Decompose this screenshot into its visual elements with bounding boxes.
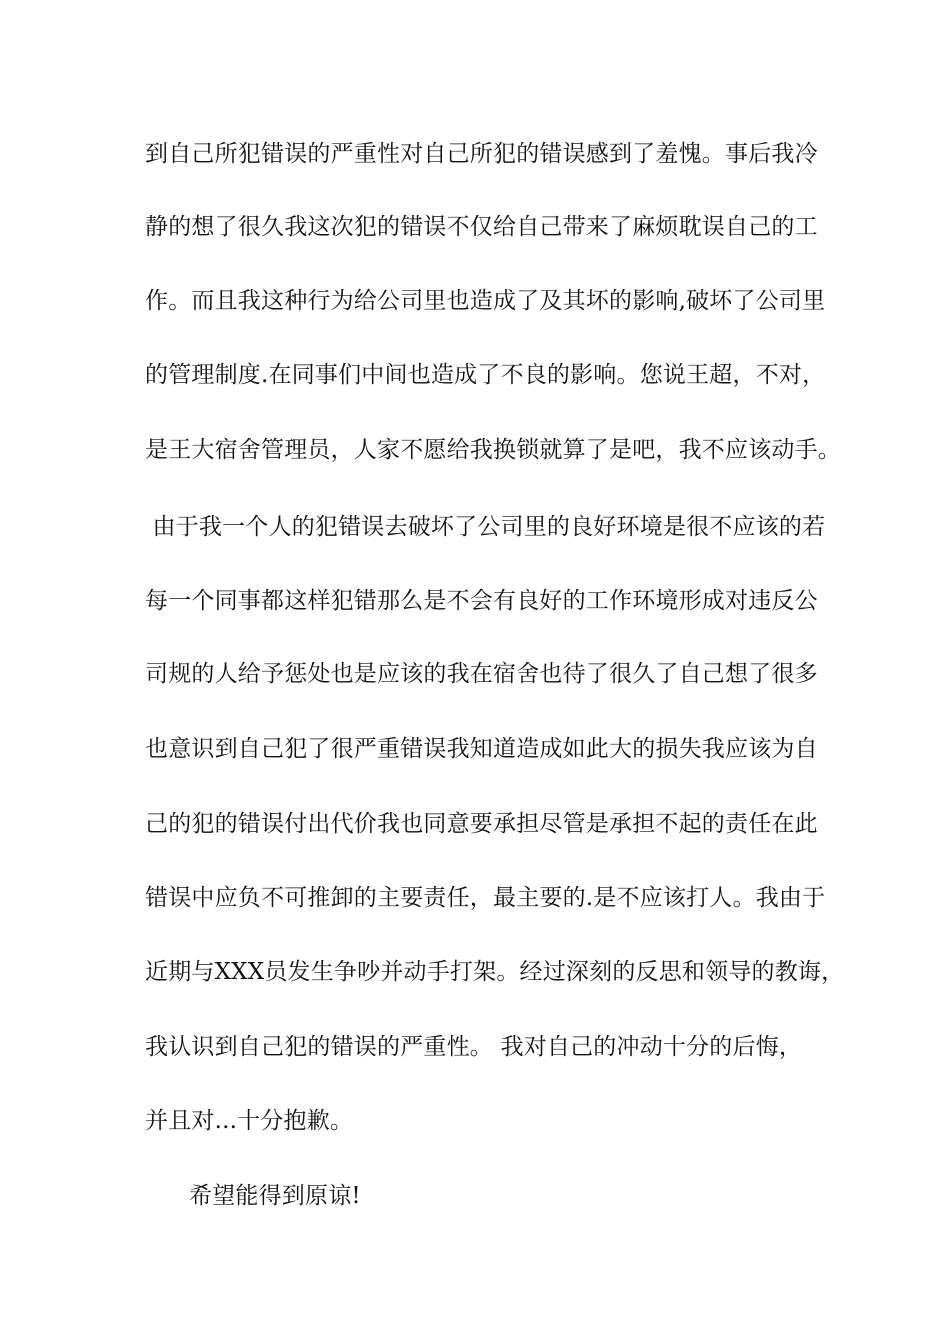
text-line-11: 错误中应负不可推卸的主要责任，最主要的.是不应该打人。我由于 [145, 885, 826, 911]
closing-line: 希望能得到原谅! [189, 1183, 361, 1209]
text-line-3: 作。而且我这种行为给公司里也造成了及其坏的影响,破坏了公司里 [145, 288, 826, 314]
text-line-6: 由于我一个人的犯错误去破坏了公司里的良好环境是很不应该的若 [145, 514, 826, 540]
text-line-5: 是王大宿舍管理员，人家不愿给我换锁就算了是吧，我不应该动手。 [145, 437, 841, 463]
text-line-10: 己的犯的错误付出代价我也同意要承担尽管是承担不起的责任在此 [145, 811, 818, 837]
text-line-8: 司规的人给予惩处也是应该的我在宿舍也待了很久了自己想了很多 [145, 661, 818, 687]
text-line-13: 我认识到自己犯的错误的严重性。 我对自己的冲动十分的后悔， [145, 1034, 803, 1060]
text-line-4: 的管理制度.在同事们中间也造成了不良的影响。您说王超，不对， [145, 362, 826, 388]
text-line-12: 近期与XXX员发生争吵并动手打架。经过深刻的反思和领导的教诲， [145, 959, 845, 985]
text-line-7: 每一个同事都这样犯错那么是不会有良好的工作环境形成对违反公 [145, 588, 818, 614]
text-line-1: 到自己所犯错误的严重性对自己所犯的错误感到了羞愧。事后我冷 [145, 141, 818, 167]
text-line-14: 并且对...十分抱歉。 [145, 1108, 354, 1134]
text-line-9: 也意识到自己犯了很严重错误我知道造成如此大的损失我应该为自 [145, 736, 818, 762]
text-line-2: 静的想了很久我这次犯的错误不仅给自己带来了麻烦耽误自己的工 [145, 214, 818, 240]
